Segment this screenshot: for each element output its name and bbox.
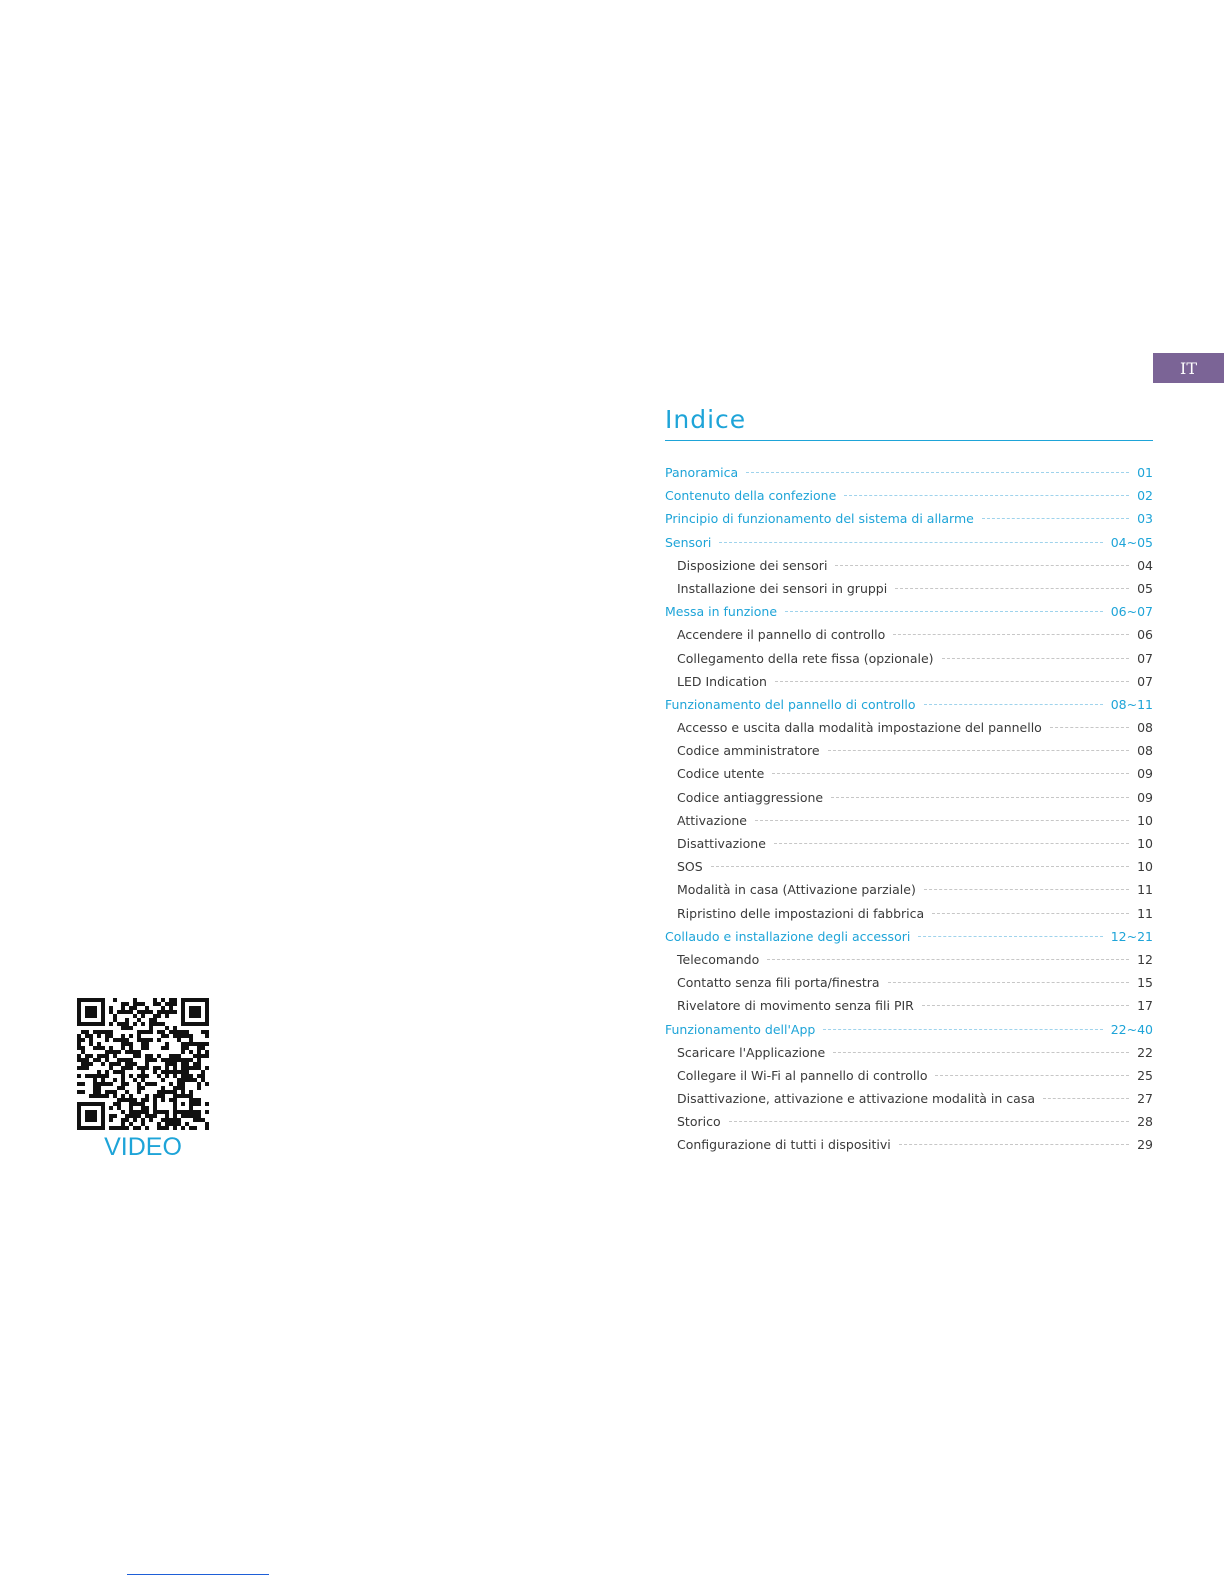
toc-entry-page: 08~11	[1110, 696, 1153, 712]
toc-subsection-entry	[665, 832, 1153, 855]
toc-entry-page: 10	[1137, 836, 1153, 851]
toc-section-entry	[665, 484, 1153, 507]
toc-list	[665, 461, 1153, 1157]
toc-dot-leader	[774, 843, 1129, 844]
toc-subsection-entry	[665, 762, 1153, 785]
toc-entry-page: 04	[1137, 557, 1153, 573]
toc-entry-label: Installazione dei sensori in gruppi	[677, 580, 888, 596]
toc-entry-label: Configurazione di tutti i dispositivi	[677, 1137, 891, 1153]
toc-entry-label: Accesso e uscita dalla modalità impostazione del pannello	[677, 720, 1042, 736]
toc-dot-leader	[833, 1052, 1129, 1053]
toc-entry-page: 06~07	[1110, 604, 1153, 620]
toc-entry-label: Modalità in casa (Attivazione parziale)	[677, 882, 916, 898]
language-tab: IT	[1153, 353, 1224, 383]
toc-entry-label: Telecomando	[677, 951, 760, 967]
toc-entry-label: LED Indication	[677, 673, 767, 689]
toc-entry-label: SOS	[677, 859, 703, 875]
toc-section-entry	[665, 531, 1153, 554]
table-of-contents	[665, 400, 1153, 1157]
toc-entry-label: Collaudo e installazione degli accessori	[665, 928, 911, 944]
toc-entry-page: 28	[1137, 1114, 1153, 1130]
toc-entry-label: Ripristino delle impostazioni di fabbrica	[677, 905, 925, 921]
toc-dot-leader	[767, 959, 1129, 960]
toc-dot-leader	[729, 1121, 1129, 1122]
toc-entry-page: 11	[1137, 882, 1153, 898]
toc-entry-label: Storico	[677, 1114, 721, 1130]
toc-entry-label: Codice amministratore	[677, 743, 820, 759]
toc-entry-label: Collegare il Wi-Fi al pannello di controllo	[677, 1067, 928, 1083]
toc-dot-leader	[918, 936, 1102, 937]
toc-entry-label: Scaricare l'Applicazione	[677, 1044, 826, 1060]
toc-entry-label: Contatto senza fili porta/finestra	[677, 975, 880, 991]
toc-section-entry	[665, 600, 1153, 623]
toc-entry-label: Contenuto della confezione	[665, 488, 837, 504]
toc-dot-leader	[844, 495, 1129, 496]
toc-entry-page: 02	[1137, 488, 1153, 504]
toc-dot-leader	[823, 1029, 1102, 1030]
toc-dot-leader	[719, 542, 1102, 543]
toc-entry-page: 06	[1137, 627, 1153, 643]
toc-entry-label: Codice utente	[677, 766, 765, 782]
toc-subsection-entry	[665, 1041, 1153, 1064]
toc-entry-page: 03	[1137, 511, 1153, 527]
toc-entry-page: 25	[1137, 1067, 1153, 1083]
toc-entry-label: Funzionamento del pannello di controllo	[665, 696, 916, 712]
toc-dot-leader	[1043, 1098, 1129, 1099]
toc-dot-leader	[924, 889, 1129, 890]
toc-section-entry	[665, 507, 1153, 530]
toc-entry-label: Rivelatore di movimento senza fili PIR	[677, 998, 914, 1014]
toc-dot-leader	[893, 634, 1129, 635]
toc-dot-leader	[831, 797, 1129, 798]
toc-subsection-entry	[665, 1087, 1153, 1110]
toc-subsection-entry	[665, 647, 1153, 670]
toc-subsection-entry	[665, 554, 1153, 577]
toc-subsection-entry	[665, 809, 1153, 832]
toc-subsection-entry	[665, 878, 1153, 901]
toc-dot-leader	[772, 773, 1129, 774]
toc-entry-page: 08	[1137, 743, 1153, 759]
toc-entry-page: 29	[1137, 1137, 1153, 1153]
toc-entry-label: Principio di funzionamento del sistema di allarme	[665, 511, 974, 527]
toc-subsection-entry	[665, 948, 1153, 971]
toc-section-entry	[665, 461, 1153, 484]
toc-subsection-entry	[665, 1110, 1153, 1133]
toc-entry-label: Funzionamento dell'App	[665, 1021, 816, 1037]
toc-entry-page: 12~21	[1110, 928, 1153, 944]
toc-entry-label: Collegamento della rete fissa (opzionale)	[677, 650, 934, 666]
toc-subsection-entry	[665, 994, 1153, 1017]
toc-subsection-entry	[665, 902, 1153, 925]
toc-entry-page: 01	[1137, 465, 1153, 480]
toc-entry-page: 10	[1137, 812, 1153, 828]
toc-entry-page: 15	[1137, 975, 1153, 991]
toc-entry-page: 27	[1137, 1091, 1153, 1107]
toc-dot-leader	[982, 518, 1129, 519]
toc-entry-page: 22~40	[1110, 1021, 1153, 1037]
toc-entry-label: Accendere il pannello di controllo	[677, 627, 886, 643]
toc-entry-page: 04~05	[1110, 534, 1153, 550]
bottom-link-underline	[127, 1574, 269, 1575]
toc-entry-page: 07	[1137, 673, 1153, 689]
toc-subsection-entry	[665, 670, 1153, 693]
toc-subsection-entry	[665, 971, 1153, 994]
toc-subsection-entry	[665, 577, 1153, 600]
toc-divider	[665, 440, 1153, 441]
toc-dot-leader	[746, 472, 1129, 473]
toc-entry-label: Attivazione	[677, 812, 747, 828]
toc-dot-leader	[888, 982, 1130, 983]
toc-entry-page: 10	[1137, 859, 1153, 875]
toc-dot-leader	[922, 1005, 1129, 1006]
toc-entry-label: Disattivazione	[677, 836, 766, 851]
toc-dot-leader	[942, 658, 1130, 659]
toc-entry-page: 12	[1137, 951, 1153, 967]
toc-entry-label: Disattivazione, attivazione e attivazione modalità in casa	[677, 1091, 1036, 1107]
toc-subsection-entry	[665, 623, 1153, 646]
toc-entry-label: Codice antiaggressione	[677, 789, 824, 805]
toc-dot-leader	[711, 866, 1129, 867]
toc-entry-label: Panoramica	[665, 465, 739, 480]
toc-dot-leader	[924, 704, 1103, 705]
toc-dot-leader	[828, 750, 1130, 751]
toc-entry-page: 11	[1137, 905, 1153, 921]
toc-entry-label: Disposizione dei sensori	[677, 557, 828, 573]
toc-entry-page: 08	[1137, 720, 1153, 736]
toc-dot-leader	[935, 1075, 1129, 1076]
toc-dot-leader	[785, 611, 1103, 612]
toc-dot-leader	[895, 588, 1129, 589]
toc-entry-label: Sensori	[665, 534, 712, 550]
toc-dot-leader	[775, 681, 1129, 682]
toc-entry-label: Messa in funzione	[665, 604, 778, 620]
toc-title: Indice	[665, 405, 747, 434]
toc-entry-page: 09	[1137, 766, 1153, 782]
toc-dot-leader	[835, 565, 1129, 566]
toc-section-entry	[665, 1018, 1153, 1041]
toc-subsection-entry	[665, 855, 1153, 878]
toc-subsection-entry	[665, 739, 1153, 762]
toc-subsection-entry	[665, 786, 1153, 809]
toc-subsection-entry	[665, 716, 1153, 739]
toc-entry-page: 05	[1137, 580, 1153, 596]
toc-subsection-entry	[665, 1133, 1153, 1156]
qr-code-image	[77, 998, 209, 1130]
toc-entry-page: 07	[1137, 650, 1153, 666]
toc-entry-page: 09	[1137, 789, 1153, 805]
toc-section-entry	[665, 925, 1153, 948]
toc-entry-page: 22	[1137, 1044, 1153, 1060]
toc-section-entry	[665, 693, 1153, 716]
toc-dot-leader	[755, 820, 1129, 821]
toc-subsection-entry	[665, 1064, 1153, 1087]
toc-dot-leader	[899, 1144, 1129, 1145]
toc-entry-page: 17	[1137, 998, 1153, 1014]
toc-dot-leader	[932, 913, 1129, 914]
toc-dot-leader	[1050, 727, 1129, 728]
video-label: VIDEO	[104, 1133, 182, 1161]
